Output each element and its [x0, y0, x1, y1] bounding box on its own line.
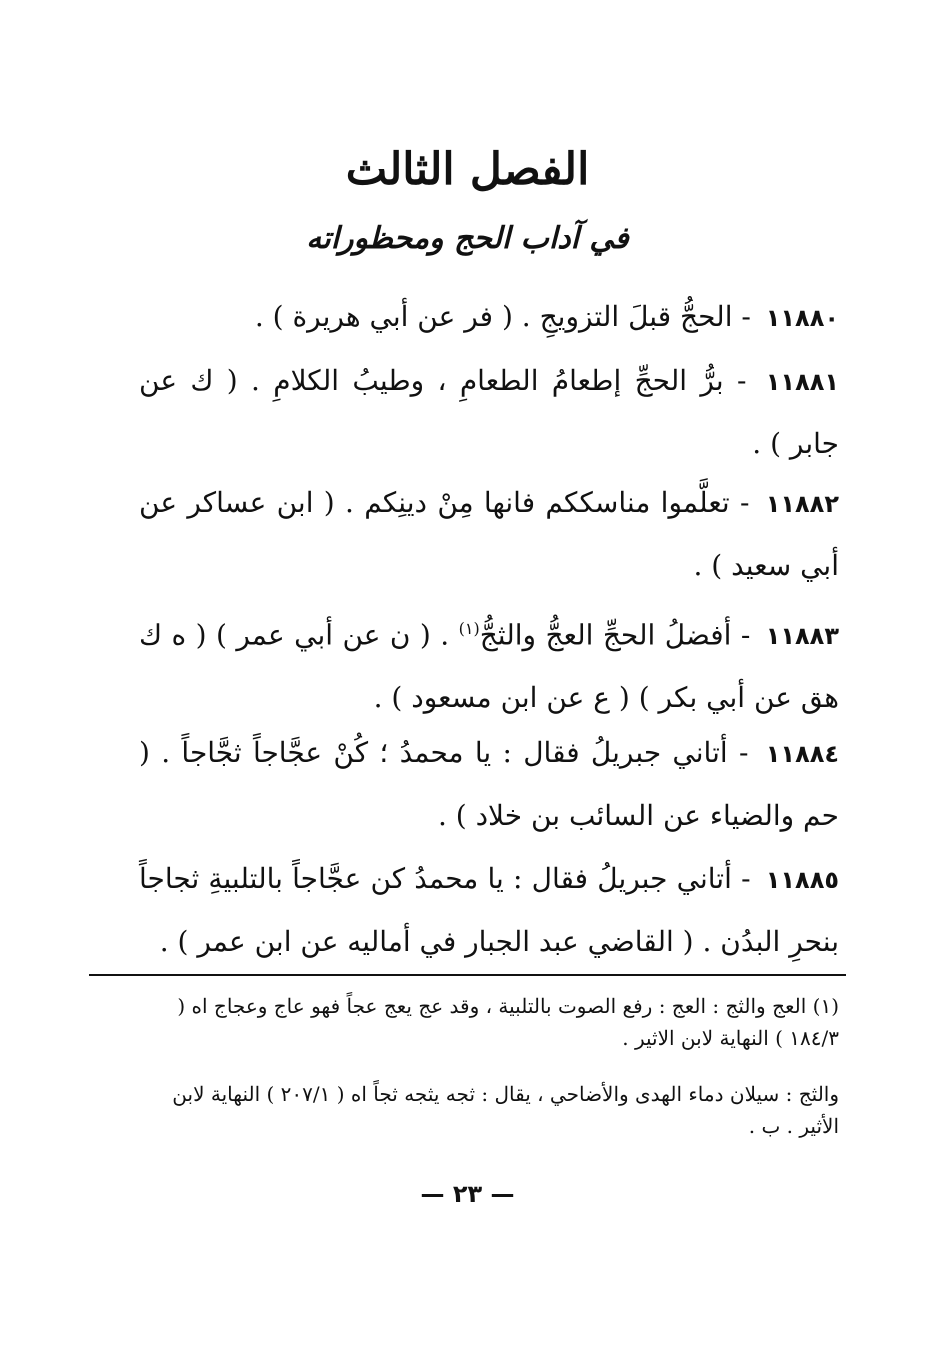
entry-number: ١١٨٨٠ — [765, 304, 839, 332]
hadith-entry: ١١٨٨٤ - أتاني جبريلُ فقال : يا محمدُ ؛ كُنْ عجَّاجاً ثجَّاجاً . ( حم والضياء عن السائب بن خلاد ) . — [139, 736, 840, 832]
entry-text: أفضلُ الحجِّ العجُّ والثجُّ — [479, 618, 732, 652]
hadith-entry: ١١٨٨٣ - أفضلُ الحجِّ العجُّ والثجُّ$^{(١)}$ . ( ن عن أبي عمر ) ( ه ك هق عن أبي بكر ) ( ع عن ابن مسعود ) . — [139, 618, 839, 715]
entry-number: ١١٨٨٥ — [765, 866, 839, 894]
hadith-entry: ١١٨٨٠ - الحجُّ قبلَ التزويجِ . ( فر عن أبي هريرة ) . — [254, 300, 839, 333]
footnote-marker[interactable]: (١) — [458, 619, 480, 638]
entry-number: ١١٨٨١ — [765, 368, 840, 396]
entry-text: برُّ الحجِّ إطعامُ الطعامِ ، وطيبُ الكلامِ . ( ك عن جابر ) . — [139, 364, 839, 460]
footnote-divider — [89, 974, 846, 976]
entry-text: الحجُّ قبلَ التزويجِ . ( فر عن أبي هريرة ) . — [254, 300, 733, 333]
entry-number: ١١٨٨٣ — [765, 622, 839, 651]
chapter-title: الفصل الثالث — [345, 144, 590, 195]
footnote: (١) العج والثج : العج : رفع الصوت بالتلبية ، وقد عج يعج عجاً فهو عاج وعجاج اه ( ١٨٤/٣ ) النهاية لابن الاثير . — [177, 994, 839, 1050]
hadith-entry: ١١٨٨٥ - أتاني جبريلُ فقال : يا محمدُ كن عجَّاجاً بالتلبيةِ ثجاجاً بنحرِ البدُن . ( القاضي عبد الجبار في أماليه عن ابن عمر ) . — [139, 862, 839, 958]
hadith-entry: ١١٨٨٢ - تعلَّموا مناسككم فانها مِنْ دينِكم . ( ابن عساكر عن أبي سعيد ) . — [139, 486, 839, 582]
entry-number: ١١٨٨٤ — [765, 740, 840, 768]
entry-text: تعلَّموا مناسككم فانها مِنْ دينِكم . ( ابن عساكر عن أبي سعيد ) . — [139, 486, 839, 582]
hadith-entry: ١١٨٨١ - برُّ الحجِّ إطعامُ الطعامِ ، وطيبُ الكلامِ . ( ك عن جابر ) . — [139, 364, 840, 460]
chapter-subtitle: في آداب الحج ومحظوراته — [306, 221, 629, 256]
entry-text-continued: . ( ن عن أبي عمر ) ( ه ك هق عن أبي بكر ) ( ع عن ابن مسعود ) . — [139, 618, 839, 715]
entry-text: أتاني جبريلُ فقال : يا محمدُ كن عجَّاجاً بالتلبيةِ ثجاجاً بنحرِ البدُن . ( القاضي عبد الجبار في أماليه عن ابن عمر ) . — [139, 862, 839, 958]
entry-number: ١١٨٨٢ — [765, 490, 839, 518]
footnote: والثج : سيلان دماء الهدى والأضاحي ، يقال : ثجه يثجه ثجاً اه ( ٢٠٧/١ ) النهاية لابن الأثير . ب . — [172, 1082, 839, 1138]
entry-text: أتاني جبريلُ فقال : يا محمدُ ؛ كُنْ عجَّاجاً ثجَّاجاً . ( حم والضياء عن السائب بن خلاد ) . — [139, 736, 839, 832]
page-number: — ٢٣ — — [420, 1180, 515, 1208]
